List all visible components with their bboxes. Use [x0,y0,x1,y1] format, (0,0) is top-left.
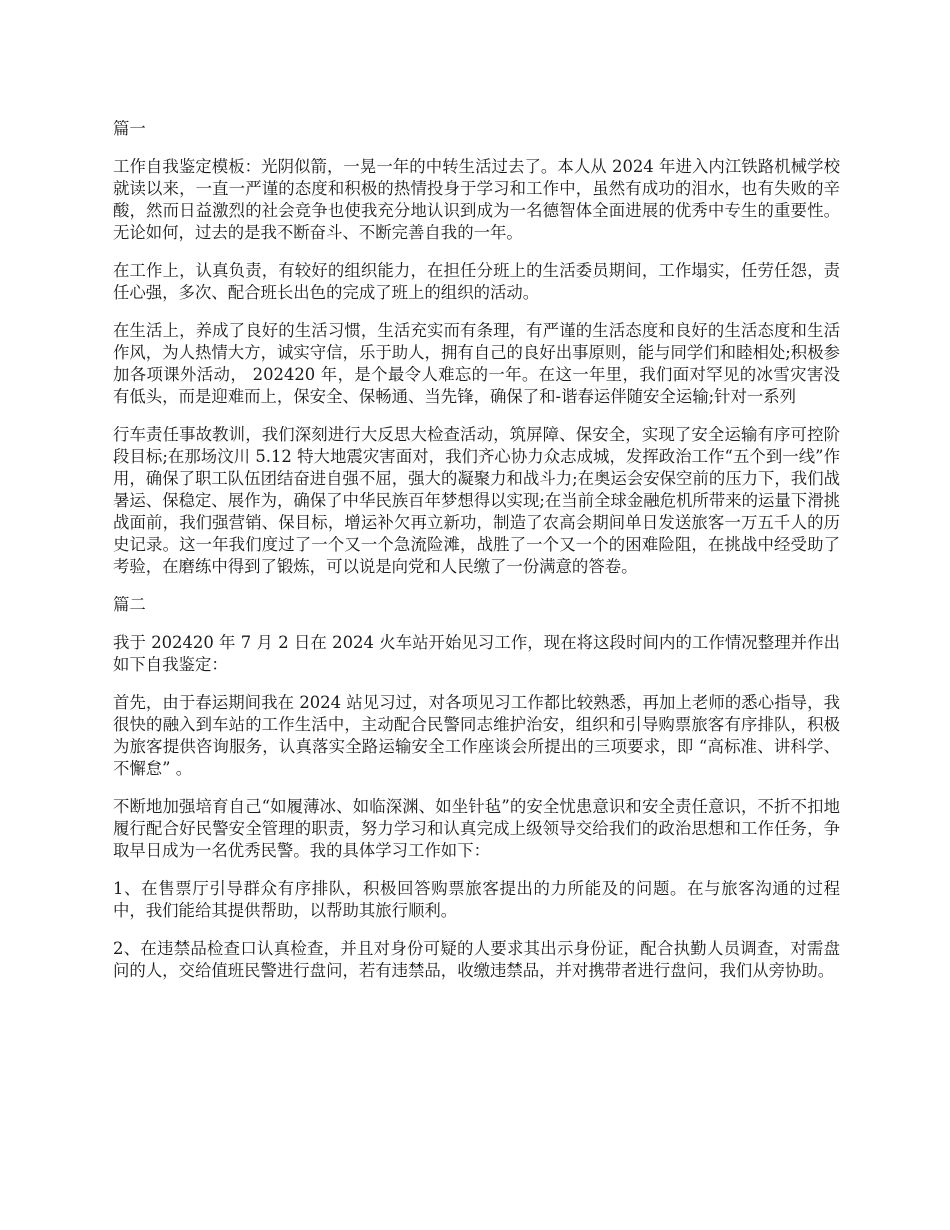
section-heading-2: 篇二 [113,595,146,614]
section-heading-1: 篇一 [113,119,146,138]
paragraph: 在生活上，养成了良好的生活习惯，生活充实而有条理，有严谨的生活态度和良好的生活态度和生活作风，为人热情大方，诚实守信，乐于助人，拥有自己的良好出事原则，能与同学们和睦相处;积极参加各项课外活动， 202420 年，是个最令人难忘的一年。在这一年里，我们面对罕见的冰雪灾害没有低头，而是迎难而上，保安全、保畅通、当先锋，确保了和-谐春运伴随安全运输;针对一系列 [113,321,840,406]
paragraph: 首先，由于春运期间我在 2024 站见习过，对各项见习工作都比较熟悉，再加上老师的悉心指导，我很快的融入到车站的工作生活中，主动配合民警同志维护治安，组织和引导购票旅客有序排队，积极为旅客提供咨询服务，认真落实全路运输安全工作座谈会所提出的三项要求，即 “高标准、讲科学、不懈怠” 。 [113,693,840,778]
paragraph: 1、在售票厅引导群众有序排队，积极回答购票旅客提出的力所能及的问题。在与旅客沟通的过程中，我们能给其提供帮助，以帮助其旅行顺利。 [113,879,840,920]
paragraph: 我于 202420 年 7 月 2 日在 2024 火车站开始见习工作，现在将这段时间内的工作情况整理并作出如下自我鉴定： [113,633,840,674]
paragraph: 行车责任事故教训，我们深刻进行大反思大检查活动，筑屏障、保安全，实现了安全运输有序可控阶段目标;在那场汶川 5.12 特大地震灾害面对，我们齐心协力众志成城，发挥政治工作“五个到一线”作用，确保了职工队伍团结奋进自强不屈，强大的凝聚力和战斗力;在奥运会安保空前的压力下，我们战暑运、保稳定、展作为，确保了中华民族百年梦想得以实现;在当前全球金融危机所带来的运量下滑挑战面前，我们强营销、保目标，增运补欠再立新功，制造了农高会期间单日发送旅客一万五千人的历史记录。这一年我们度过了一个又一个急流险滩，战胜了一个又一个的困难险阻，在挑战中经受助了考验，在磨练中得到了锻炼，可以说是向党和人民缴了一份满意的答卷。 [113,425,840,576]
document-page [113,118,840,998]
paragraph: 在工作上，认真负责，有较好的组织能力，在担任分班上的生活委员期间，工作塌实，任劳任怨，责任心强，多次、配合班长出色的完成了班上的组织的活动。 [113,261,840,302]
paragraph: 工作自我鉴定模板：光阴似箭，一晃一年的中转生活过去了。本人从 2024 年进入内江铁路机械学校就读以来，一直一严谨的态度和积极的热情投身于学习和工作中，虽然有成功的泪水，也有失败的辛酸，然而日益激烈的社会竞争也使我充分地认识到成为一名德智体全面进展的优秀中专生的重要性。无论如何，过去的是我不断奋斗、不断完善自我的一年。 [113,157,840,242]
paragraph: 2、在违禁品检查口认真检查，并且对身份可疑的人要求其出示身份证，配合执勤人员调查，对需盘问的人，交给值班民警进行盘问，若有违禁品，收缴违禁品，并对携带者进行盘问，我们从旁协助。 [113,939,840,980]
paragraph: 不断地加强培育自己“如履薄冰、如临深渊、如坐针毡”的安全忧患意识和安全责任意识，不折不扣地履行配合好民警安全管理的职责，努力学习和认真完成上级领导交给我们的政治思想和工作任务，争取早日成为一名优秀民警。我的具体学习工作如下： [113,797,840,860]
